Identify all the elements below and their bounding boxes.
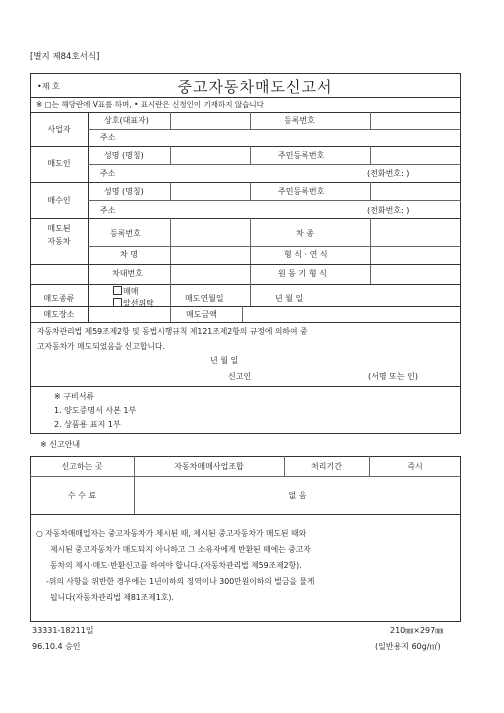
office-value: 자동차매매사업조합 bbox=[174, 462, 244, 471]
footer-form-code: 33331-18211일 bbox=[32, 626, 94, 635]
vehicle-engine-label: 원 동 기 형 식 bbox=[278, 269, 327, 278]
signature-label: (서명 또는 인) bbox=[368, 372, 418, 381]
sale-date-label: 매도연월일 bbox=[185, 294, 224, 303]
sale-option-label: 매매 bbox=[123, 287, 139, 296]
vehicle-type-label: 차 종 bbox=[296, 229, 314, 238]
note2-line2: 됩니다(자동차관리법 제81조제1호). bbox=[50, 593, 174, 602]
business-name-label: 상호(대표자) bbox=[104, 116, 149, 125]
fee-value: 없 음 bbox=[288, 491, 307, 500]
note1-line1: ○ 자동차매매업자는 중고자동차가 제시된 때, 제시된 중고자동차가 매도된 때와 bbox=[36, 529, 307, 538]
note2-line1: -위의 사항을 위반한 경우에는 1년이하의 징역이나 300만원이하의 벌금을 물게 bbox=[46, 577, 315, 586]
declaration-line2: 고자동차가 매도되었음을 신고합니다. bbox=[37, 342, 165, 351]
vehicle-vin-label: 차대번호 bbox=[112, 269, 143, 278]
form-title: 중고자동차매도신고서 bbox=[177, 78, 333, 96]
documents-heading: ※ 구비서류 bbox=[54, 392, 95, 401]
buyer-section-label: 매수인 bbox=[47, 196, 71, 205]
seller-phone-label: (전화번호: ) bbox=[367, 169, 410, 178]
vehicle-name-label: 차 명 bbox=[120, 250, 138, 259]
note1-line2: 제시된 중고자동차가 매도되지 아니하고 그 소유자에게 반환된 때에는 중고자 bbox=[50, 545, 311, 554]
note1-line3: 동차의 제시·매도·반환신고를 하여야 합니다.(자동차관리법 제59조제2항). bbox=[50, 561, 302, 570]
footer-approval-date: 96.10.4 승인 bbox=[32, 642, 81, 651]
vehicle-section-label-line1: 매도된 bbox=[47, 224, 71, 233]
sale-checkbox[interactable] bbox=[113, 286, 122, 295]
sale-type-option-sale[interactable] bbox=[113, 286, 138, 296]
sale-amount-label: 매도금액 bbox=[186, 310, 217, 319]
vehicle-model-year-label: 형 식 · 연 식 bbox=[284, 250, 328, 259]
footer-paper-type: (일반용지 60g/㎡) bbox=[375, 642, 441, 651]
sale-date-value: 년 월 일 bbox=[275, 294, 304, 303]
business-section-label: 사업자 bbox=[47, 125, 71, 134]
applicant-label: 신고인 bbox=[228, 372, 252, 381]
vehicle-section-label-line2: 자동차 bbox=[47, 237, 71, 246]
seller-id-label: 주민등록번호 bbox=[278, 151, 325, 160]
buyer-address-label: 주소 bbox=[100, 206, 116, 215]
seller-address-label: 주소 bbox=[100, 169, 116, 178]
period-value: 즉시 bbox=[407, 462, 423, 471]
buyer-phone-label: (전화번호: ) bbox=[367, 206, 410, 215]
fee-label: 수 수 료 bbox=[67, 491, 97, 500]
vehicle-reg-number-label: 등록번호 bbox=[110, 229, 141, 238]
form-number-label: [별지 제84호서식] bbox=[30, 52, 100, 62]
consign-option-label: 알선위탁 bbox=[123, 299, 154, 308]
instruction-text: ※ □는 해당란에 V표를 하며, • 표시란은 신청인이 기재하지 않습니다 bbox=[36, 100, 264, 109]
footer-paper-size: 210㎜×297㎜ bbox=[390, 626, 444, 635]
sale-place-label: 매도장소 bbox=[43, 310, 75, 319]
office-label: 신고하는 곳 bbox=[61, 462, 103, 471]
seller-name-label: 성명 (명칭) bbox=[104, 151, 144, 160]
buyer-name-label: 성명 (명칭) bbox=[104, 187, 144, 196]
period-label: 처리기간 bbox=[311, 462, 342, 471]
sale-type-label: 매도종류 bbox=[43, 294, 75, 303]
guide-heading: ※ 신고안내 bbox=[40, 440, 81, 449]
documents-item-2: 2. 상품용 표지 1부 bbox=[54, 420, 121, 429]
buyer-id-label: 주민등록번호 bbox=[278, 187, 325, 196]
declaration-date: 년 월 일 bbox=[210, 356, 239, 365]
business-address-label: 주소 bbox=[100, 133, 116, 142]
registration-number-label: •제 호 bbox=[37, 82, 60, 91]
seller-section-label: 매도인 bbox=[47, 159, 71, 168]
documents-item-1: 1. 양도증명서 사본 1부 bbox=[54, 406, 137, 415]
declaration-line1: 자동차관리법 제59조제2항 및 동법시행규칙 제121조제2항의 규정에 의하여 중 bbox=[37, 327, 308, 336]
business-reg-number-label: 등록번호 bbox=[284, 116, 315, 125]
